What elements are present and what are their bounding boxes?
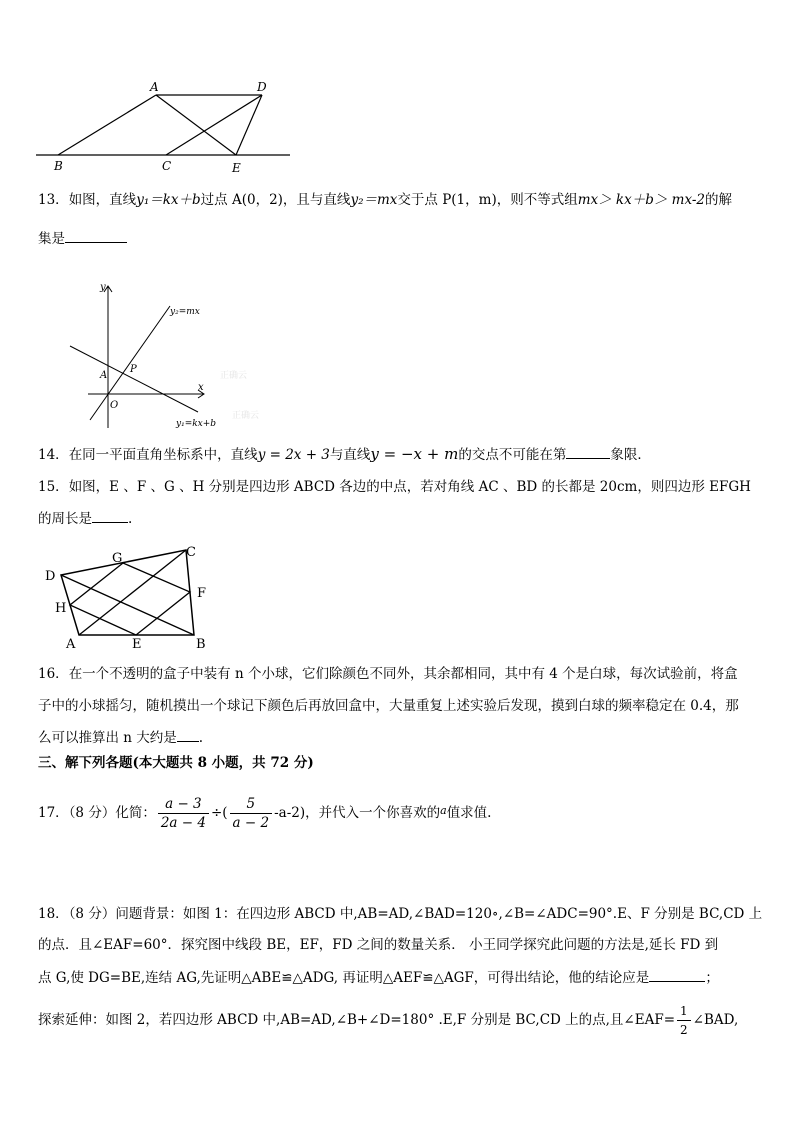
question-16-line3 — [38, 727, 203, 748]
q16-text-2: 子中的小球摇匀，随机摸出一个球记下颜色后再放回盒中，大量重复上述实验后发现，摸到白球的频率稳定在 0.4，那 — [38, 698, 739, 714]
q17-points: （8 分） — [68, 805, 116, 821]
answer-blank-15[interactable] — [92, 508, 128, 523]
label-a: A — [150, 80, 159, 94]
q18-text-1: 问题背景：如图 1：在四边形 ABCD 中,AB=AD,∠BAD=120∘,∠B=∠ADC=90°.E、F 分别是 BC,CD 上 — [115, 906, 763, 922]
question-16-line1 — [38, 664, 738, 684]
segment-ab — [58, 95, 156, 155]
q18-half-numerator: 1 — [677, 1002, 691, 1021]
question-18-line3 — [38, 967, 719, 988]
q13-y2: y₂＝mx — [350, 192, 398, 208]
q13-text-3: 交于点 P(1，m)，则不等式组 — [397, 192, 578, 208]
q17-fraction-1 — [158, 795, 209, 832]
question-18-line1 — [38, 904, 762, 924]
q18-text-3: 点 G,使 DG=BE,连结 AG,先证明△ABE≌△ADG, 再证明△AEF≌△AGF，可得出结论，他的结论应是 — [38, 970, 650, 986]
line-y1-label: y₁=kx+b — [176, 419, 217, 429]
q14-text-3: 的交点不可能在第 — [458, 447, 567, 463]
q14-text-2: 与直线 — [329, 447, 371, 463]
q17-text-2: -a-2)，并代入一个你喜欢的 — [274, 805, 441, 821]
line-y2-label: y₂=mx — [170, 307, 200, 317]
q18-half-denominator: 2 — [680, 1023, 688, 1037]
segment-de — [236, 95, 262, 155]
q14-number: 14． — [38, 447, 69, 463]
q17-frac1-denominator: 2a − 4 — [160, 815, 206, 831]
question-18-line4 — [38, 1000, 738, 1040]
figure-quadrilateral — [40, 540, 220, 652]
q18-text-2: 的点．且∠EAF=60°．探究图中线段 BE，EF，FD 之间的数量关系． 小王同学探究此问题的方法是,延长 FD 到 — [38, 937, 719, 953]
answer-blank-18[interactable] — [649, 967, 705, 982]
q17-text-3: 值求值. — [446, 805, 492, 821]
q18-text-4a: 探索延伸：如图 2，若四边形 ABCD 中,AB=AD,∠B+∠D=180° .E,F 分别是 BC,CD 上的点,且∠EAF= — [38, 1012, 676, 1028]
q13-text-1: 如图，直线 — [68, 192, 137, 208]
q14-eq1: y = 2x + 3 — [257, 447, 330, 463]
q16-text-1: 在一个不透明的盒子中装有 n 个小球，它们除颜色不同外，其余都相同，其中有 4 个是白球，每次试验前，将盒 — [68, 666, 738, 682]
question-15-line2 — [38, 508, 132, 529]
q14-text-1: 在同一平面直角坐标系中，直线 — [68, 447, 258, 463]
watermark-2: 正确云 — [232, 411, 260, 421]
q18-line3-end: ； — [705, 970, 719, 986]
label-d: D — [45, 569, 56, 584]
q17-frac1-numerator: a − 3 — [158, 795, 209, 814]
answer-blank-16[interactable] — [177, 727, 199, 742]
segment-dc — [166, 95, 262, 155]
diagonal-ac — [79, 550, 186, 635]
question-18-line2 — [38, 935, 718, 955]
figure-parallelogram — [36, 78, 296, 178]
q14-eq2: y = −x + m — [370, 445, 459, 463]
q13-line2-text: 集是 — [38, 231, 65, 247]
label-b: B — [54, 159, 63, 173]
label-f: F — [197, 586, 207, 601]
x-axis-label: x — [198, 382, 204, 393]
question-15-line1 — [38, 477, 751, 497]
label-d: D — [257, 80, 267, 94]
q17-div: ÷( — [210, 805, 228, 821]
label-e: E — [132, 637, 142, 652]
q13-text-4: 的解 — [704, 192, 732, 208]
section-3-heading — [38, 753, 314, 773]
point-p-label: P — [130, 364, 137, 375]
q18-half-fraction — [677, 1002, 691, 1039]
q13-inequality: mx＞ kx＋b＞ mx-2 — [577, 192, 705, 208]
q15-line2-text: 的周长是 — [38, 511, 92, 527]
q15-number: 15． — [38, 479, 69, 495]
q18-number: 18． — [38, 906, 69, 922]
q16-number: 16． — [38, 666, 69, 682]
label-c: C — [162, 159, 172, 173]
question-16-line2 — [38, 696, 739, 716]
q17-text-1: 化简： — [115, 805, 156, 821]
label-h: H — [55, 601, 67, 616]
point-a-label: A — [100, 370, 108, 381]
origin-label: O — [110, 400, 119, 411]
answer-blank-14[interactable] — [566, 444, 610, 459]
quad-abcd — [61, 550, 194, 635]
q17-number: 17． — [38, 805, 69, 821]
question-13-line1 — [38, 190, 732, 210]
watermark-1: 正确云 — [220, 371, 248, 381]
segment-ae — [156, 95, 236, 155]
q13-number: 13． — [38, 192, 69, 208]
q14-text-4: 象限． — [610, 447, 651, 463]
q17-frac2-numerator: 5 — [230, 795, 273, 814]
figure-coordinate-lines — [60, 280, 260, 430]
q13-text-2: 过点 A(0，2)，且与直线 — [200, 192, 351, 208]
label-c: C — [186, 545, 196, 560]
q17-frac2-denominator: a − 2 — [232, 815, 270, 831]
q17-var: a — [440, 804, 447, 817]
q15-end: . — [128, 511, 133, 527]
quad-efgh — [70, 563, 190, 635]
q16-end: . — [198, 730, 204, 746]
question-13-line2 — [38, 228, 127, 249]
label-a: A — [66, 637, 76, 652]
section-3-title: 三、解下列各题(本大题共 8 小题，共 72 分) — [38, 755, 314, 771]
question-14 — [38, 444, 651, 465]
line-y1 — [70, 346, 198, 412]
y-axis-label: y — [100, 282, 106, 293]
q18-text-4b: ∠BAD, — [692, 1012, 739, 1028]
label-g: G — [112, 551, 123, 566]
q18-points: （8 分） — [68, 906, 116, 922]
q17-fraction-2 — [230, 795, 273, 832]
q15-text-1: 如图，E 、F 、G 、H 分别是四边形 ABCD 各边的中点，若对角线 AC 、BD 的长都是 20cm，则四边形 EFGH — [68, 479, 751, 495]
q13-y1: y₁＝kx＋b — [136, 192, 201, 208]
q16-text-3: 么可以推算出 n 大约是 — [38, 730, 177, 746]
answer-blank-13[interactable] — [65, 228, 127, 243]
question-17 — [38, 790, 491, 834]
label-b: B — [196, 637, 206, 652]
label-e: E — [232, 161, 241, 175]
